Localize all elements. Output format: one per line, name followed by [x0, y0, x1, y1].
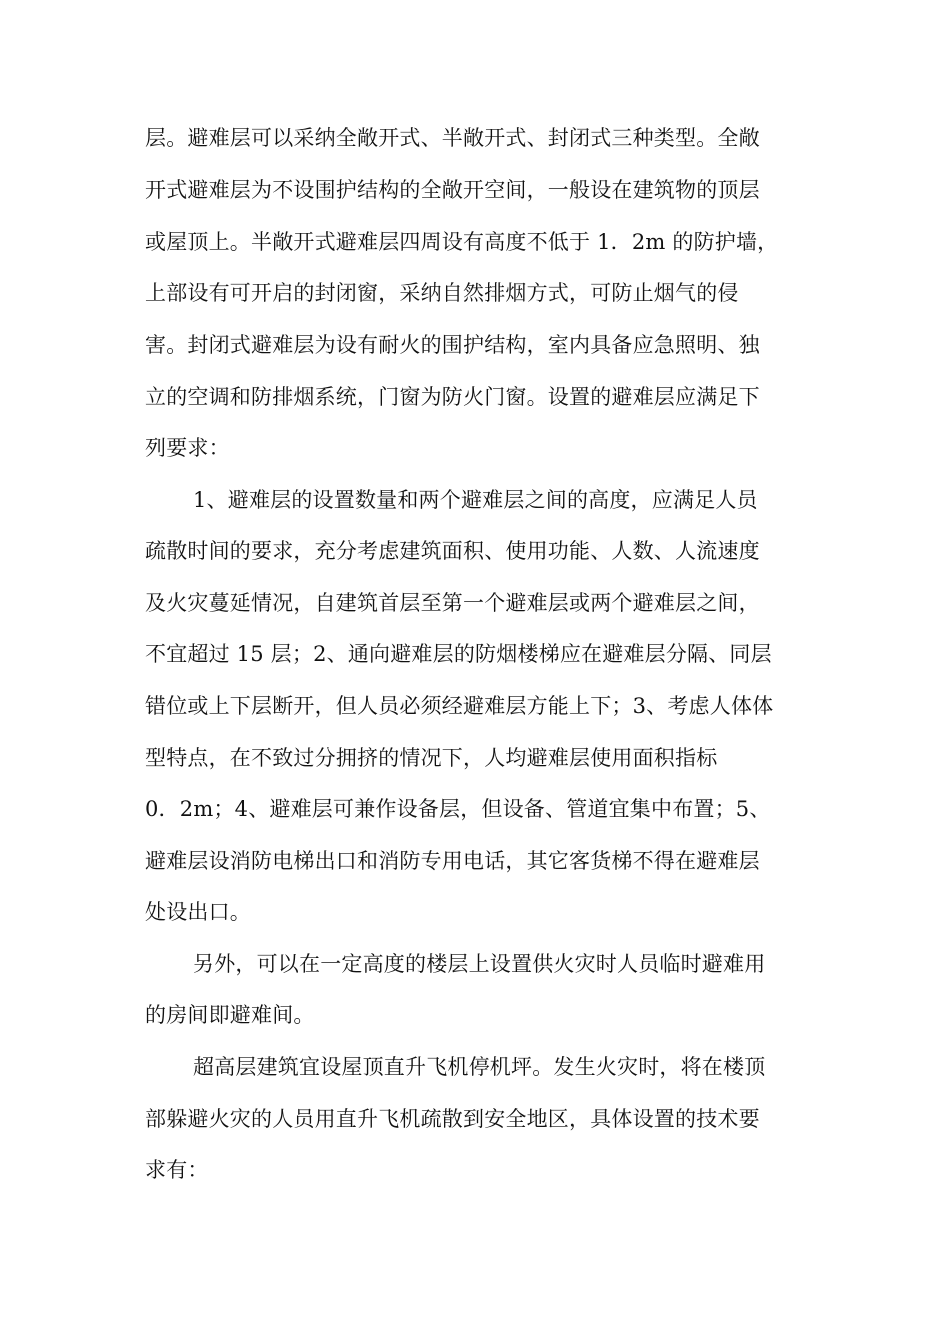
- text-line: 列要求：: [145, 436, 230, 460]
- text-line: 疏散时间的要求，充分考虑建筑面积、使用功能、人数、人流速度: [145, 539, 760, 563]
- text-line: 的房间即避难间。: [145, 1003, 315, 1027]
- text-line: 求有：: [145, 1158, 209, 1182]
- text-line: 1、避难层的设置数量和两个避难层之间的高度，应满足人员: [193, 488, 758, 512]
- text-line: 处设出口。: [145, 900, 251, 924]
- text-line: 立的空调和防排烟系统，门窗为防火门窗。设置的避难层应满足下: [145, 385, 760, 409]
- text-line: 上部设有可开启的封闭窗，采纳自然排烟方式，可防止烟气的侵: [145, 281, 739, 305]
- text-line: 超高层建筑宜设屋顶直升飞机停机坪。发生火灾时，将在楼顶: [193, 1055, 766, 1079]
- text-line: 部躲避火灾的人员用直升飞机疏散到安全地区，具体设置的技术要: [145, 1107, 760, 1131]
- text-line: 避难层设消防电梯出口和消防专用电话，其它客货梯不得在避难层: [145, 849, 760, 873]
- text-line: 害。封闭式避难层为设有耐火的围护结构，室内具备应急照明、独: [145, 333, 760, 357]
- text-line: 另外，可以在一定高度的楼层上设置供火灾时人员临时避难用: [193, 952, 766, 976]
- text-line: 开式避难层为不设围护结构的全敞开空间，一般设在建筑物的顶层: [145, 178, 760, 202]
- text-line: 错位或上下层断开，但人员必须经避难层方能上下；3、考虑人体体: [145, 694, 774, 718]
- text-line: 或屋顶上。半敞开式避难层四周设有高度不低于 1．2m 的防护墙，: [145, 230, 779, 254]
- text-line: 不宜超过 15 层；2、通向避难层的防烟楼梯应在避难层分隔、同层: [145, 642, 772, 666]
- text-line: 及火灾蔓延情况，自建筑首层至第一个避难层或两个避难层之间，: [145, 591, 760, 615]
- text-line: 型特点，在不致过分拥挤的情况下，人均避难层使用面积指标: [145, 746, 718, 770]
- text-line: 0．2m；4、避难层可兼作设备层，但设备、管道宜集中布置；5、: [145, 797, 771, 821]
- text-line: 层。避难层可以采纳全敞开式、半敞开式、封闭式三种类型。全敞: [145, 126, 760, 150]
